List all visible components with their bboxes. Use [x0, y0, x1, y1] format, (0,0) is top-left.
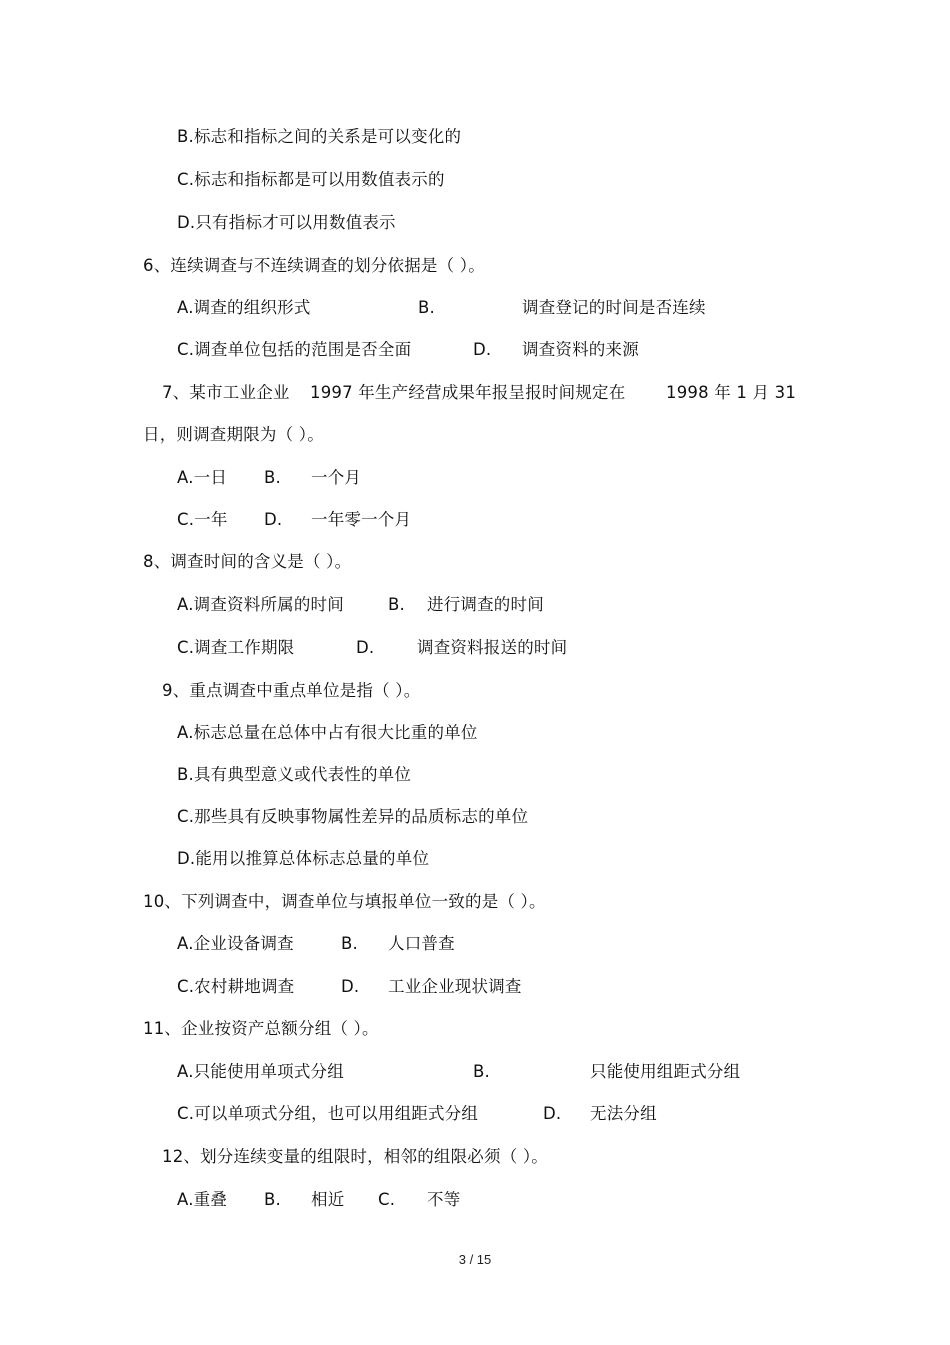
q9-option-c: C.那些具有反映事物属性差异的品质标志的单位: [177, 807, 529, 826]
q8-option-d-text: 调查资料报送的时间: [417, 638, 568, 657]
q7-stem-part1: 7、某市工业企业: [162, 383, 290, 402]
q6-option-a: A.调查的组织形式: [177, 298, 311, 317]
q7-option-c: C.一年: [177, 510, 228, 529]
q9-option-a: A.标志总量在总体中占有很大比重的单位: [177, 723, 478, 742]
q10-option-b-label: B.: [341, 934, 358, 953]
q9-stem: 9、重点调查中重点单位是指（ ）。: [162, 681, 421, 700]
q11-stem: 11、企业按资产总额分组（ ）。: [143, 1019, 379, 1038]
q7-option-d-text: 一年零一个月: [311, 510, 412, 529]
q8-option-d-label: D.: [356, 638, 375, 657]
q8-option-a: A.调查资料所属的时间: [177, 595, 344, 614]
q11-option-a: A.只能使用单项式分组: [177, 1062, 344, 1081]
q5-option-c: C.标志和指标都是可以用数值表示的: [177, 170, 445, 189]
q9-option-b: B.具有典型意义或代表性的单位: [177, 765, 412, 784]
q5-option-b: B.标志和指标之间的关系是可以变化的: [177, 127, 462, 146]
q7-option-a: A.一日: [177, 468, 228, 487]
q10-stem: 10、下列调查中，调查单位与填报单位一致的是（ ）。: [143, 892, 546, 911]
q7-stem-part2: 1997 年生产经营成果年报呈报时间规定在: [310, 383, 626, 402]
q11-option-d-text: 无法分组: [590, 1104, 657, 1123]
q5-option-d: D.只有指标才可以用数值表示: [177, 213, 396, 232]
q8-option-b-text: 进行调查的时间: [427, 595, 544, 614]
q6-option-c: C.调查单位包括的范围是否全面: [177, 340, 412, 359]
q7-option-d-label: D.: [264, 510, 283, 529]
q12-option-b-label: B.: [264, 1190, 281, 1209]
q11-option-b-text: 只能使用组距式分组: [590, 1062, 741, 1081]
q8-option-b-label: B.: [388, 595, 405, 614]
q6-option-b-text: 调查登记的时间是否连续: [522, 298, 706, 317]
q11-option-b-label: B.: [473, 1062, 490, 1081]
q6-option-b-label: B.: [418, 298, 435, 317]
q9-option-d: D.能用以推算总体标志总量的单位: [177, 849, 430, 868]
q10-option-a: A.企业设备调查: [177, 934, 294, 953]
q10-option-d-label: D.: [341, 977, 360, 996]
q7-stem-line2: 日，则调查期限为（ ）。: [143, 425, 324, 444]
q10-option-d-text: 工业企业现状调查: [388, 977, 522, 996]
q6-option-d-text: 调查资料的来源: [522, 340, 639, 359]
q7-option-b-text: 一个月: [311, 468, 362, 487]
q8-stem: 8、调查时间的含义是（ ）。: [143, 552, 352, 571]
q8-option-c: C.调查工作期限: [177, 638, 295, 657]
q10-option-b-text: 人口普查: [388, 934, 455, 953]
q11-option-c: C.可以单项式分组，也可以用组距式分组: [177, 1104, 479, 1123]
q12-option-c-label: C.: [378, 1190, 396, 1209]
q6-stem: 6、连续调查与不连续调查的划分依据是（ ）。: [143, 256, 485, 275]
q12-option-b-text: 相近: [311, 1190, 345, 1209]
q12-option-a: A.重叠: [177, 1190, 228, 1209]
q11-option-d-label: D.: [543, 1104, 562, 1123]
q10-option-c: C.农村耕地调查: [177, 977, 295, 996]
q7-stem-part3: 1998 年 1 月 31: [666, 383, 797, 402]
q7-option-b-label: B.: [264, 468, 281, 487]
q12-stem: 12、划分连续变量的组限时，相邻的组限必须（ ）。: [162, 1147, 548, 1166]
page-number: 3 / 15: [458, 1252, 492, 1267]
q12-option-c-text: 不等: [427, 1190, 461, 1209]
q6-option-d-label: D.: [473, 340, 492, 359]
